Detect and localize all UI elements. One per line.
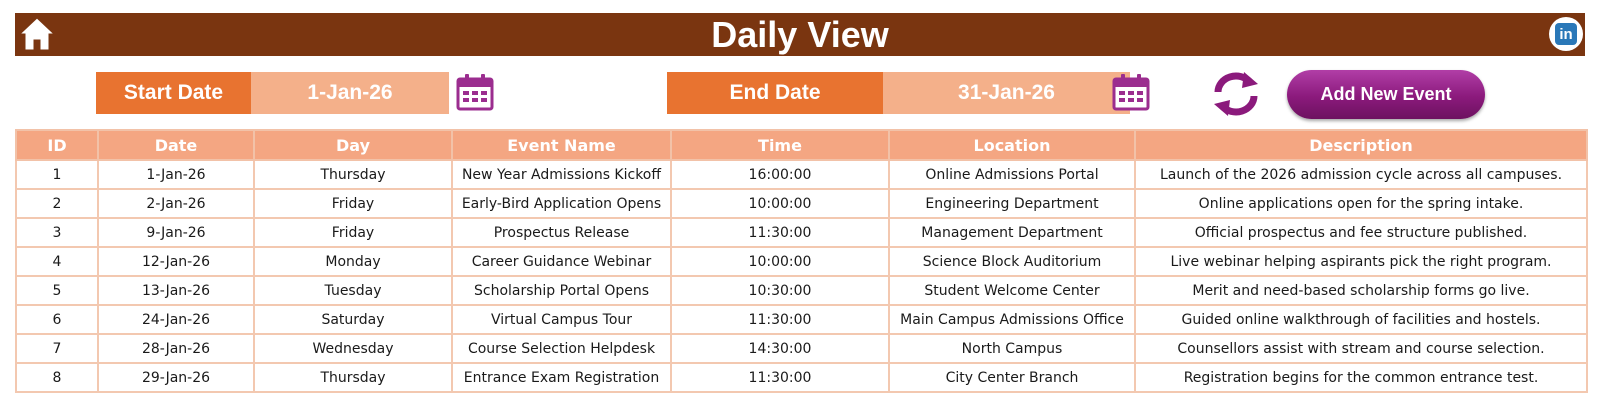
cell-date: 2-Jan-26 <box>98 189 254 218</box>
cell-description: Live webinar helping aspirants pick the right program. <box>1135 247 1587 276</box>
table-row[interactable] <box>16 334 1587 363</box>
cell-id: 3 <box>16 218 98 247</box>
cell-date: 12-Jan-26 <box>98 247 254 276</box>
cell-location: Management Department <box>889 218 1135 247</box>
cell-id: 1 <box>16 160 98 189</box>
cell-location: North Campus <box>889 334 1135 363</box>
cell-date: 13-Jan-26 <box>98 276 254 305</box>
cell-event-name: Scholarship Portal Opens <box>452 276 671 305</box>
add-new-event-button[interactable]: Add New Event <box>1287 70 1485 119</box>
table-row[interactable] <box>16 305 1587 334</box>
cell-date: 24-Jan-26 <box>98 305 254 334</box>
events-table <box>15 129 1588 393</box>
cell-description: Launch of the 2026 admission cycle across all campuses. <box>1135 160 1587 189</box>
cell-event-name: Virtual Campus Tour <box>452 305 671 334</box>
cell-event-name: Entrance Exam Registration <box>452 363 671 392</box>
column-header-id: ID <box>16 130 98 160</box>
cell-location: Student Welcome Center <box>889 276 1135 305</box>
cell-event-name: Prospectus Release <box>452 218 671 247</box>
start-date-label: Start Date <box>96 72 251 114</box>
table-row[interactable] <box>16 218 1587 247</box>
cell-event-name: Course Selection Helpdesk <box>452 334 671 363</box>
column-header-day: Day <box>254 130 452 160</box>
cell-id: 5 <box>16 276 98 305</box>
cell-day: Wednesday <box>254 334 452 363</box>
refresh-icon[interactable] <box>1210 70 1262 118</box>
end-calendar-icon[interactable] <box>1111 72 1151 112</box>
cell-day: Monday <box>254 247 452 276</box>
cell-time: 10:00:00 <box>671 247 889 276</box>
cell-event-name: Early-Bird Application Opens <box>452 189 671 218</box>
column-header-location: Location <box>889 130 1135 160</box>
cell-description: Guided online walkthrough of facilities and hostels. <box>1135 305 1587 334</box>
cell-id: 8 <box>16 363 98 392</box>
end-date-label: End Date <box>667 72 883 114</box>
table-row[interactable] <box>16 160 1587 189</box>
table-header-row <box>16 130 1587 160</box>
cell-date: 28-Jan-26 <box>98 334 254 363</box>
cell-time: 14:30:00 <box>671 334 889 363</box>
cell-day: Thursday <box>254 160 452 189</box>
end-date-value[interactable]: 31-Jan-26 <box>883 72 1130 114</box>
table-row[interactable] <box>16 276 1587 305</box>
home-icon[interactable] <box>18 16 56 52</box>
cell-date: 9-Jan-26 <box>98 218 254 247</box>
cell-day: Saturday <box>254 305 452 334</box>
cell-event-name: Career Guidance Webinar <box>452 247 671 276</box>
cell-location: City Center Branch <box>889 363 1135 392</box>
cell-description: Online applications open for the spring intake. <box>1135 189 1587 218</box>
cell-time: 11:30:00 <box>671 363 889 392</box>
cell-date: 1-Jan-26 <box>98 160 254 189</box>
linkedin-icon-text: in <box>1555 23 1577 45</box>
cell-day: Friday <box>254 218 452 247</box>
cell-id: 2 <box>16 189 98 218</box>
cell-description: Counsellors assist with stream and course selection. <box>1135 334 1587 363</box>
cell-event-name: New Year Admissions Kickoff <box>452 160 671 189</box>
cell-location: Online Admissions Portal <box>889 160 1135 189</box>
cell-location: Engineering Department <box>889 189 1135 218</box>
cell-day: Thursday <box>254 363 452 392</box>
cell-time: 11:30:00 <box>671 305 889 334</box>
cell-date: 29-Jan-26 <box>98 363 254 392</box>
cell-description: Merit and need-based scholarship forms go live. <box>1135 276 1587 305</box>
cell-time: 10:00:00 <box>671 189 889 218</box>
page-title: Daily View <box>711 13 889 55</box>
cell-description: Official prospectus and fee structure published. <box>1135 218 1587 247</box>
header-bar <box>15 13 1585 56</box>
linkedin-icon[interactable] <box>1549 17 1583 51</box>
start-date-value[interactable]: 1-Jan-26 <box>251 72 449 114</box>
cell-location: Science Block Auditorium <box>889 247 1135 276</box>
cell-time: 11:30:00 <box>671 218 889 247</box>
cell-id: 6 <box>16 305 98 334</box>
cell-day: Friday <box>254 189 452 218</box>
column-header-time: Time <box>671 130 889 160</box>
column-header-description: Description <box>1135 130 1587 160</box>
table-row[interactable] <box>16 247 1587 276</box>
cell-time: 16:00:00 <box>671 160 889 189</box>
cell-time: 10:30:00 <box>671 276 889 305</box>
cell-id: 7 <box>16 334 98 363</box>
table-row[interactable] <box>16 363 1587 392</box>
table-row[interactable] <box>16 189 1587 218</box>
cell-location: Main Campus Admissions Office <box>889 305 1135 334</box>
column-header-date: Date <box>98 130 254 160</box>
cell-day: Tuesday <box>254 276 452 305</box>
cell-description: Registration begins for the common entrance test. <box>1135 363 1587 392</box>
column-header-event-name: Event Name <box>452 130 671 160</box>
cell-id: 4 <box>16 247 98 276</box>
start-calendar-icon[interactable] <box>455 72 495 112</box>
